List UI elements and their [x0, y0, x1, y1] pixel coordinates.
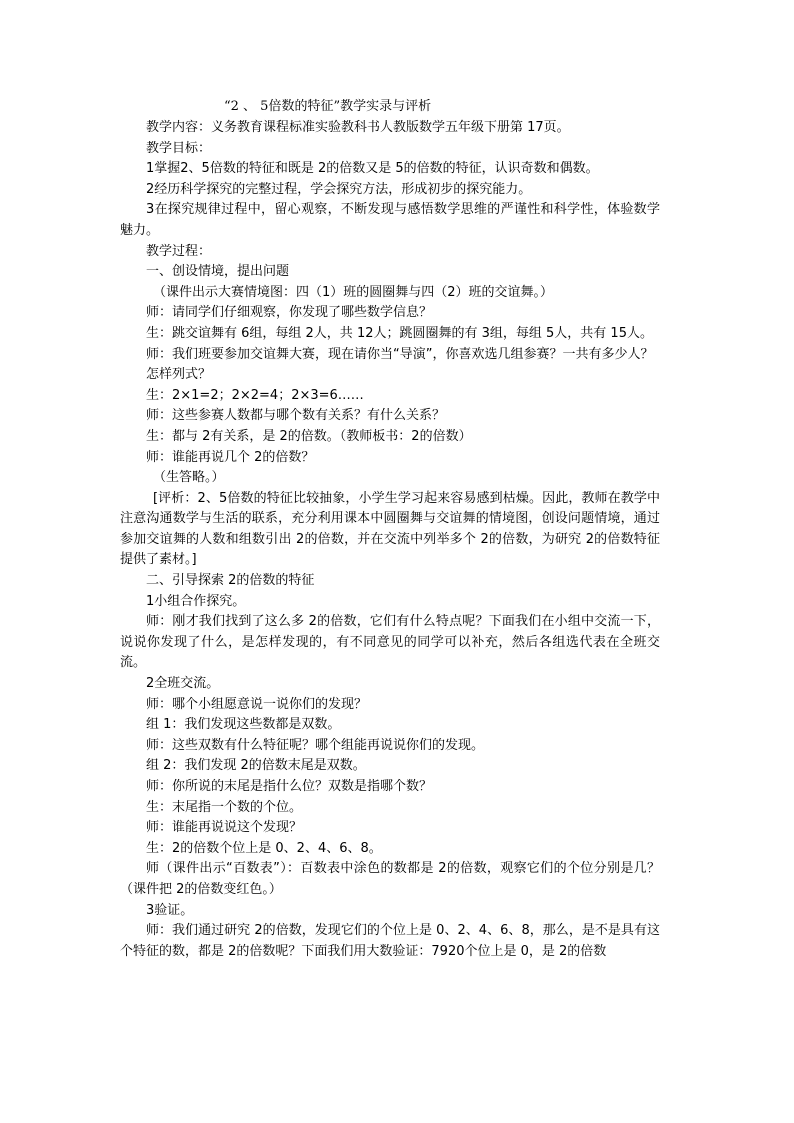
dialogue-line: 生：2×1=2；2×2=4；2×3=6……	[146, 387, 364, 403]
dialogue-line: 生：2的倍数个位上是 0、2、4、6、8。	[146, 840, 382, 856]
dialogue-line: 生：跳交谊舞有 6组，每组 2人，共 12人；跳圆圈舞的有 3组，每组 5人，共有 15人。	[146, 325, 653, 341]
objective-1: 1掌握2、5倍数的特征和既是 2的倍数又是 5的倍数的特征，认识奇数和偶数。	[146, 161, 599, 177]
step-3: 3验证。	[146, 902, 194, 918]
objective-3: 3在探究规律过程中，留心观察，不断发现与感悟数学思维的严谨性和科学性，体验数学魅力。	[120, 202, 660, 238]
process-heading: 教学过程：	[146, 243, 212, 259]
dialogue-line: 生：末尾指一个数的个位。	[146, 799, 303, 815]
dialogue-line: 师：谁能再说说这个发现？	[146, 820, 303, 836]
dialogue-line: 生：都与 2有关系，是 2的倍数。（教师板书：2的倍数）	[146, 428, 472, 444]
dialogue-line: 师：这些双数有什么特征呢？哪个组能再说说你们的发现。	[146, 737, 485, 753]
commentary: [评析：2、5倍数的特征比较抽象，小学生学习起来容易感到枯燥。因此，教师在教学中注意沟通数学与生活的联系，充分利用课本中圆圈舞与交谊舞的情境图，创设问题情境，通过参加交谊舞的人数和组数引出 2的倍数，并在交流中列举多个 2的倍数，为研究 2的倍数特征提供了素材。]	[120, 490, 660, 568]
document-title: “2 、 5倍数的特征”教学实录与评析	[224, 99, 432, 114]
dialogue-line: 师（课件出示“百数表”）：百数表中涂色的数都是 2的倍数，观察它们的个位分别是几？（课件把 2的倍数变红色。）	[120, 861, 660, 897]
dialogue-line: 师：谁能再说几个 2的倍数？	[146, 449, 315, 465]
document-page	[120, 96, 660, 962]
dialogue-line: 师：你所说的末尾是指什么位？双数是指哪个数？	[146, 779, 433, 794]
teaching-content: 教学内容：义务教育课程标准实验教科书人教版数学五年级下册第 17页。	[146, 120, 570, 135]
dialogue-line: 师：这些参赛人数都与哪个数有关系？有什么关系？	[146, 408, 446, 424]
dialogue-line: 师：刚才我们找到了这么多 2的倍数，它们有什么特点呢？下面我们在小组中交流一下，说说你发现了什么，是怎样发现的，有不同意见的同学可以补充，然后各组选代表在全班交流。	[120, 614, 660, 671]
section-1-heading: 一、创设情境，提出问题	[146, 264, 290, 280]
dialogue-line: 师：我们通过研究 2的倍数，发现它们的个位上是 0、2、4、6、8，那么，是不是具有这个特征的数，都是 2的倍数呢？下面我们用大数验证：7920个位上是 0，是 2的倍数	[120, 923, 660, 959]
objectives-heading: 教学目标：	[146, 140, 212, 156]
section-2-heading: 二、引导探索 2的倍数的特征	[146, 573, 315, 589]
dialogue-line: 师：哪个小组愿意说一说你们的发现？	[146, 696, 368, 712]
objective-2: 2经历科学探究的完整过程，学会探究方法，形成初步的探究能力。	[146, 181, 532, 197]
dialogue-line: （生答略。）	[153, 470, 225, 486]
dialogue-line: 组 2：我们发现 2的倍数末尾是双数。	[146, 758, 366, 774]
dialogue-line: 组 1：我们发现这些数都是双数。	[146, 717, 341, 733]
dialogue-line: 怎样列式？	[146, 367, 212, 383]
step-1: 1小组合作探究。	[146, 593, 246, 609]
dialogue-line: 师：请同学们仔细观察，你发现了哪些数学信息？	[146, 305, 433, 321]
step-2: 2全班交流。	[146, 676, 220, 692]
dialogue-line: 师：我们班要参加交谊舞大赛，现在请你当“导演”，你喜欢选几组参赛？一共有多少人？	[146, 346, 654, 362]
courseware-note: （课件出示大赛情境图：四（1）班的圆圈舞与四（2）班的交谊舞。）	[153, 284, 554, 300]
